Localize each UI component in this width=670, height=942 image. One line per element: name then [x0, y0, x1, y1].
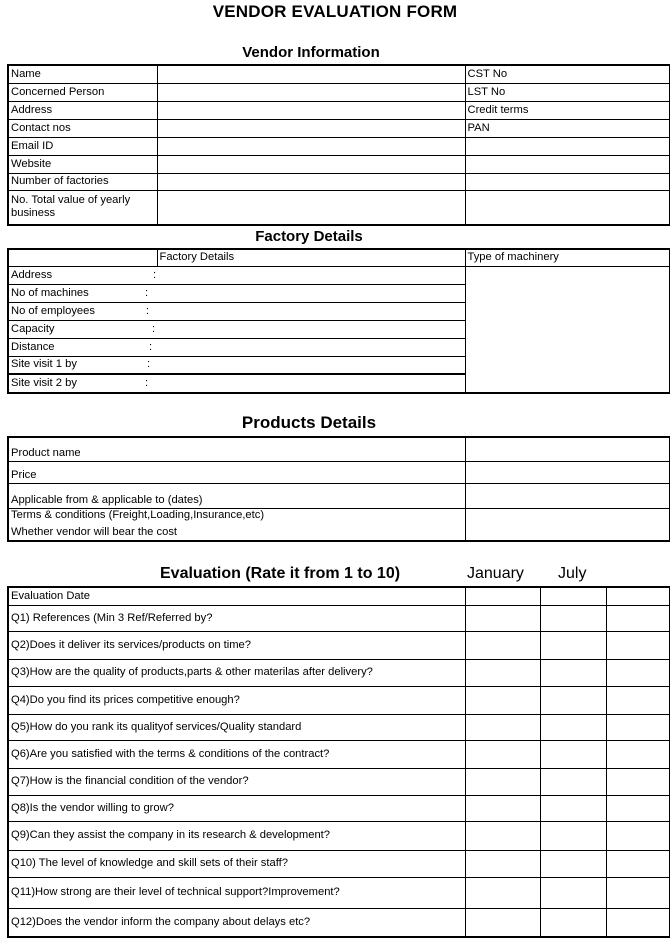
evaluation-rating-cell[interactable] — [540, 908, 606, 937]
product-label-line: Price — [11, 468, 37, 481]
evaluation-question: Q2)Does it deliver its services/products on time? — [8, 631, 465, 659]
vendor-info-row — [8, 83, 670, 101]
factory-field-label: No of machines — [11, 286, 89, 299]
factory-field[interactable] — [8, 374, 465, 393]
evaluation-rating-cell[interactable] — [606, 877, 670, 908]
evaluation-date-row — [8, 587, 670, 605]
vendor-info-row — [8, 119, 670, 137]
evaluation-table — [7, 586, 670, 938]
evaluation-rating-cell[interactable] — [540, 605, 606, 631]
vendor-right-label: CST No — [465, 65, 670, 83]
evaluation-rating-cell[interactable] — [465, 740, 540, 768]
vendor-info-row — [8, 173, 670, 190]
products-details-table — [7, 436, 670, 542]
factory-field-colon: : — [145, 286, 149, 299]
evaluation-rating-cell[interactable] — [465, 768, 540, 795]
evaluation-question-row — [8, 908, 670, 937]
evaluation-rating-cell[interactable] — [606, 714, 670, 740]
vendor-right-label — [465, 155, 670, 173]
evaluation-question: Q8)Is the vendor willing to grow? — [8, 795, 465, 821]
factory-blank-header — [8, 249, 157, 266]
evaluation-question-row — [8, 686, 670, 714]
products-details-heading: Products Details — [241, 413, 377, 432]
factory-field[interactable] — [8, 284, 465, 302]
evaluation-question: Q5)How do you rank its qualityof services/Quality standard — [8, 714, 465, 740]
evaluation-rating-cell[interactable] — [465, 659, 540, 686]
evaluation-rating-cell[interactable] — [540, 740, 606, 768]
evaluation-question-row — [8, 659, 670, 686]
evaluation-rating-cell[interactable] — [606, 740, 670, 768]
vendor-field-label: Number of factories — [8, 173, 157, 190]
products-row — [8, 483, 670, 508]
vendor-info-heading: Vendor Information — [242, 44, 380, 61]
factory-field[interactable] — [8, 338, 465, 356]
vendor-field-label: Address — [8, 101, 157, 119]
evaluation-heading: Evaluation (Rate it from 1 to 10) — [160, 565, 401, 582]
vendor-info-row — [8, 101, 670, 119]
evaluation-question-row — [8, 877, 670, 908]
factory-field-label: Site visit 1 by — [11, 358, 77, 371]
evaluation-question: Q9)Can they assist the company in its research & development? — [8, 821, 465, 850]
evaluation-rating-cell[interactable] — [606, 631, 670, 659]
factory-field-colon: : — [149, 340, 153, 353]
evaluation-question-row — [8, 768, 670, 795]
evaluation-rating-cell[interactable] — [465, 795, 540, 821]
vendor-right-label — [465, 173, 670, 190]
vendor-field-label: Name — [8, 65, 157, 83]
factory-row — [8, 266, 670, 284]
evaluation-rating-cell[interactable] — [465, 850, 540, 877]
product-field-value[interactable] — [465, 437, 670, 461]
vendor-field-value[interactable] — [157, 65, 465, 83]
evaluation-question-row — [8, 714, 670, 740]
evaluation-rating-cell[interactable] — [606, 908, 670, 937]
evaluation-rating-cell[interactable] — [540, 850, 606, 877]
vendor-info-table — [7, 64, 670, 226]
evaluation-rating-cell[interactable] — [465, 605, 540, 631]
product-field-label — [8, 483, 465, 508]
factory-details-col-header: Factory Details — [157, 249, 465, 266]
evaluation-rating-cell[interactable] — [465, 686, 540, 714]
factory-header-row — [8, 249, 670, 266]
evaluation-question: Q6)Are you satisfied with the terms & conditions of the contract? — [8, 740, 465, 768]
factory-field-colon: : — [145, 377, 149, 389]
product-field-value[interactable] — [465, 461, 670, 483]
factory-field-label: Capacity — [11, 322, 55, 335]
evaluation-question-row — [8, 740, 670, 768]
evaluation-date-label: Evaluation Date — [8, 587, 465, 605]
evaluation-date-cell[interactable] — [465, 587, 540, 605]
vendor-field-value[interactable] — [157, 119, 465, 137]
evaluation-rating-cell[interactable] — [465, 877, 540, 908]
evaluation-question-row — [8, 631, 670, 659]
vendor-field-value[interactable] — [157, 137, 465, 155]
product-label-line: Product name — [11, 446, 81, 459]
vendor-info-row — [8, 155, 670, 173]
vendor-field-value[interactable] — [157, 173, 465, 190]
products-row — [8, 461, 670, 483]
factory-field[interactable] — [8, 356, 465, 374]
factory-field[interactable] — [8, 320, 465, 338]
evaluation-question: Q3)How are the quality of products,parts & other materilas after delivery? — [8, 659, 465, 686]
evaluation-question: Q1) References (Min 3 Ref/Referred by? — [8, 605, 465, 631]
factory-field[interactable] — [8, 302, 465, 320]
evaluation-rating-cell[interactable] — [606, 795, 670, 821]
factory-field-colon: : — [146, 304, 150, 317]
form-title: VENDOR EVALUATION FORM — [212, 2, 458, 21]
evaluation-question: Q7)How is the financial condition of the vendor? — [8, 768, 465, 795]
evaluation-rating-cell[interactable] — [540, 686, 606, 714]
evaluation-rating-cell[interactable] — [606, 686, 670, 714]
vendor-field-label: Contact nos — [8, 119, 157, 137]
evaluation-rating-cell[interactable] — [465, 908, 540, 937]
factory-field-colon: : — [153, 268, 157, 281]
evaluation-question: Q10) The level of knowledge and skill sets of their staff? — [8, 850, 465, 877]
factory-field-colon: : — [147, 358, 151, 371]
products-row — [8, 437, 670, 461]
product-field-label — [8, 437, 465, 461]
vendor-field-label: Email ID — [8, 137, 157, 155]
evaluation-rating-cell[interactable] — [540, 714, 606, 740]
evaluation-question-row — [8, 605, 670, 631]
factory-field-label: Address — [11, 268, 53, 281]
vendor-field-label: No. Total value of yearly business — [8, 190, 157, 225]
evaluation-rating-cell[interactable] — [606, 821, 670, 850]
month-header-july: July — [558, 565, 587, 582]
product-label-line: Terms & conditions (Freight,Loading,Insurance,etc) — [11, 508, 265, 521]
evaluation-question-row — [8, 850, 670, 877]
vendor-info-row — [8, 190, 670, 225]
product-label-line: Applicable from & applicable to (dates) — [11, 493, 203, 506]
vendor-field-value[interactable] — [157, 83, 465, 101]
vendor-right-label — [465, 190, 670, 225]
factory-field[interactable] — [8, 266, 465, 284]
product-field-label — [8, 461, 465, 483]
factory-details-table — [7, 248, 670, 394]
machinery-col-header: Type of machinery — [465, 249, 670, 266]
factory-field-label: Distance — [11, 340, 55, 353]
evaluation-rating-cell[interactable] — [606, 768, 670, 795]
vendor-field-label: Concerned Person — [8, 83, 157, 101]
month-header-january: January — [467, 565, 524, 582]
vendor-info-row — [8, 137, 670, 155]
evaluation-rating-cell[interactable] — [606, 850, 670, 877]
vendor-right-label — [465, 137, 670, 155]
evaluation-question: Q4)Do you find its prices competitive enough? — [8, 686, 465, 714]
product-label-line2: Whether vendor will bear the cost — [11, 525, 178, 538]
machinery-field[interactable] — [465, 266, 670, 393]
evaluation-question-row — [8, 795, 670, 821]
evaluation-rating-cell[interactable] — [465, 714, 540, 740]
vendor-info-row — [8, 65, 670, 83]
vendor-field-value[interactable] — [157, 155, 465, 173]
vendor-right-label: LST No — [465, 83, 670, 101]
evaluation-rating-cell[interactable] — [606, 605, 670, 631]
evaluation-rating-cell[interactable] — [540, 659, 606, 686]
evaluation-question: Q11)How strong are their level of technical support?Improvement? — [8, 877, 465, 908]
vendor-field-label: Website — [8, 155, 157, 173]
vendor-field-value[interactable] — [157, 101, 465, 119]
factory-field-label: No of employees — [11, 304, 95, 317]
vendor-right-label: Credit terms — [465, 101, 670, 119]
products-row — [8, 508, 670, 541]
vendor-right-label: PAN — [465, 119, 670, 137]
evaluation-rating-cell[interactable] — [540, 768, 606, 795]
factory-field-label: Site visit 2 by — [11, 377, 77, 389]
factory-details-heading: Factory Details — [255, 228, 363, 245]
evaluation-date-cell[interactable] — [540, 587, 606, 605]
vendor-field-value[interactable] — [157, 190, 465, 225]
product-field-value[interactable] — [465, 483, 670, 508]
evaluation-date-cell[interactable] — [606, 587, 670, 605]
product-field-value[interactable] — [465, 508, 670, 541]
factory-field-colon: : — [152, 322, 156, 335]
evaluation-rating-cell[interactable] — [540, 821, 606, 850]
evaluation-rating-cell[interactable] — [540, 631, 606, 659]
product-field-label — [8, 508, 465, 541]
evaluation-rating-cell[interactable] — [465, 631, 540, 659]
evaluation-question-row — [8, 821, 670, 850]
evaluation-question: Q12)Does the vendor inform the company about delays etc? — [8, 908, 465, 937]
evaluation-rating-cell[interactable] — [606, 659, 670, 686]
evaluation-rating-cell[interactable] — [465, 821, 540, 850]
evaluation-rating-cell[interactable] — [540, 877, 606, 908]
evaluation-rating-cell[interactable] — [540, 795, 606, 821]
